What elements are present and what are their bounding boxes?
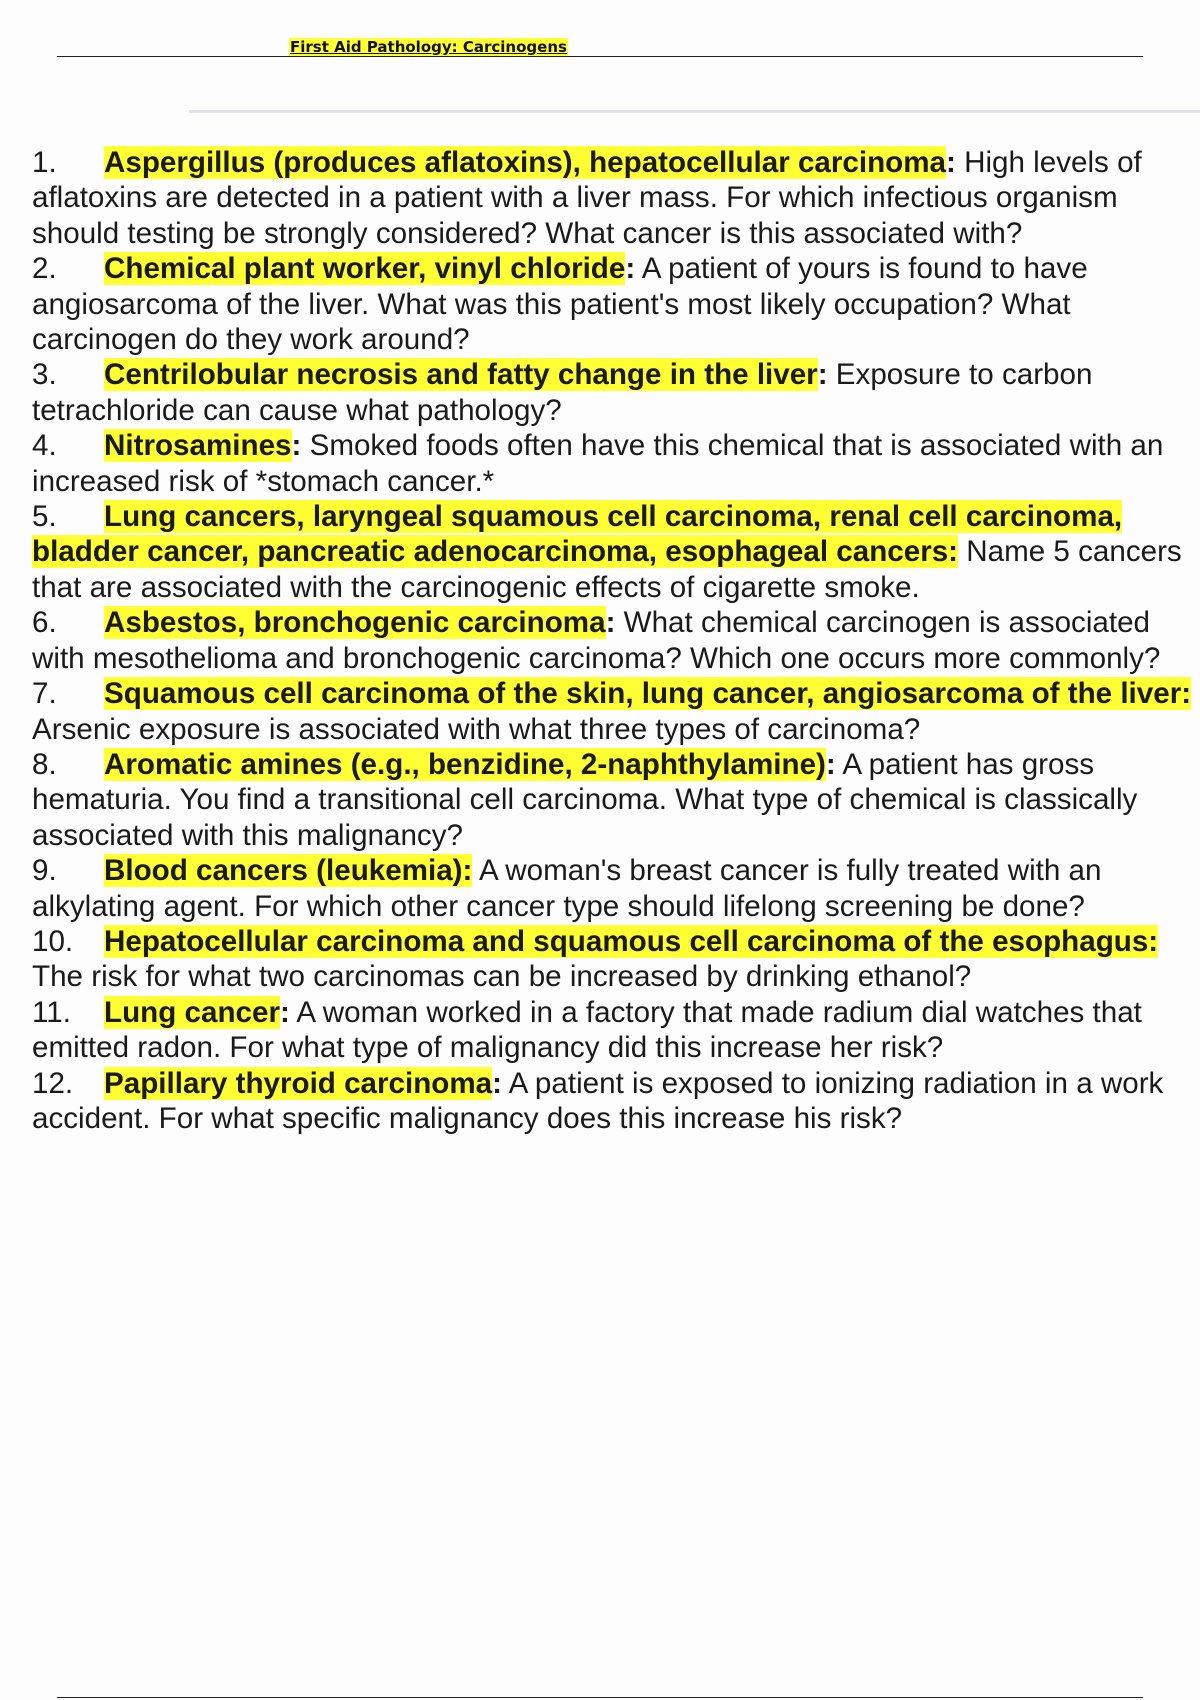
- list-item: [32, 995, 1200, 1066]
- item-question: Exposure to carbon tetrachloride can cause what pathology?: [32, 358, 1093, 427]
- list-item: [32, 145, 1200, 251]
- item-question: Arsenic exposure is associated with what three types of carcinoma?: [32, 712, 921, 746]
- list-item: [32, 428, 1200, 499]
- item-answer: Centrilobular necrosis and fatty change in the liver: [104, 358, 818, 392]
- item-number: 8.: [32, 747, 57, 781]
- item-number: 3.: [32, 358, 57, 392]
- list-item: [32, 251, 1200, 357]
- question-list: [32, 145, 1200, 1136]
- item-question: A patient has gross hematuria. You find a transitional cell carcinoma. What type of chemical is classically associated with this malignancy?: [32, 747, 1138, 852]
- list-item: [32, 853, 1200, 924]
- item-number: 12.: [32, 1066, 74, 1100]
- footer-rule: [57, 1697, 1143, 1698]
- item-number: 9.: [32, 854, 57, 888]
- item-question: The risk for what two carcinomas can be increased by drinking ethanol?: [32, 960, 972, 994]
- item-question: A woman worked in a factory that made radium dial watches that emitted radon. For what type of malignancy did this increase her risk?: [32, 995, 1142, 1065]
- item-answer: Aspergillus (produces aflatoxins), hepatocellular carcinoma: [104, 146, 947, 179]
- item-answer: Chemical plant worker, vinyl chloride: [104, 252, 626, 286]
- item-colon: :: [605, 606, 616, 640]
- item-answer: Blood cancers (leukemia):: [104, 854, 473, 888]
- item-question: A woman's breast cancer is fully treated with an alkylating agent. For which other cancer type should lifelong screening be done?: [32, 854, 1102, 923]
- item-colon: :: [625, 252, 636, 286]
- header-divider: [189, 110, 1200, 113]
- item-question: Smoked foods often have this chemical that is associated with an increased risk of *stomach cancer.*: [32, 429, 1164, 498]
- item-number: 4.: [32, 429, 57, 463]
- list-item: [32, 747, 1200, 853]
- item-colon: :: [291, 429, 302, 463]
- header-rule: [57, 56, 1143, 57]
- item-answer: Aromatic amines (e.g., benzidine, 2-naphthylamine): [104, 747, 826, 781]
- item-question: High levels of aflatoxins are detected in a patient with a liver mass. For which infectious organism should testing be strongly considered? What cancer is this associated with?: [32, 146, 1142, 250]
- item-colon: :: [492, 1066, 503, 1100]
- item-question: A patient is exposed to ionizing radiation in a work accident. For what specific malignancy does this increase his risk?: [32, 1066, 1164, 1135]
- item-question: Name 5 cancers that are associated with the carcinogenic effects of cigarette smoke.: [32, 535, 1182, 604]
- item-colon: :: [817, 358, 828, 392]
- item-number: 5.: [32, 500, 57, 534]
- item-answer: Hepatocellular carcinoma and squamous cell carcinoma of the esophagus:: [104, 924, 1159, 958]
- item-colon: :: [825, 747, 836, 781]
- item-number: 1.: [32, 146, 57, 179]
- item-question: A patient of yours is found to have angiosarcoma of the liver. What was this patient's most likely occupation? What carcinogen do they work around?: [32, 252, 1088, 357]
- item-answer: Lung cancers, laryngeal squamous cell carcinoma, renal cell carcinoma, bladder cancer, pancreatic adenocarcinoma, esophageal cancers:: [32, 500, 1123, 569]
- item-number: 2.: [32, 252, 57, 286]
- list-item: [32, 924, 1200, 995]
- item-colon: :: [279, 995, 290, 1029]
- item-answer: Squamous cell carcinoma of the skin, lung cancer, angiosarcoma of the liver:: [104, 677, 1192, 711]
- item-number: 10.: [32, 924, 74, 958]
- list-item: [32, 499, 1200, 605]
- list-item: [32, 1066, 1200, 1137]
- item-answer: Asbestos, bronchogenic carcinoma: [104, 606, 606, 640]
- item-colon: :: [946, 146, 956, 179]
- page-header: [57, 38, 1143, 58]
- item-answer: Lung cancer: [104, 995, 280, 1029]
- list-item: [32, 676, 1200, 747]
- item-number: 6.: [32, 606, 57, 640]
- item-answer: Papillary thyroid carcinoma: [104, 1066, 493, 1100]
- item-number: 7.: [32, 677, 57, 711]
- item-answer: Nitrosamines: [104, 429, 292, 463]
- item-question: What chemical carcinogen is associated with mesothelioma and bronchogenic carcinoma? Which one occurs more commonly?: [32, 606, 1161, 675]
- item-number: 11.: [32, 995, 71, 1029]
- list-item: [32, 605, 1200, 676]
- list-item: [32, 357, 1200, 428]
- page-title: First Aid Pathology: Carcinogens: [290, 38, 567, 56]
